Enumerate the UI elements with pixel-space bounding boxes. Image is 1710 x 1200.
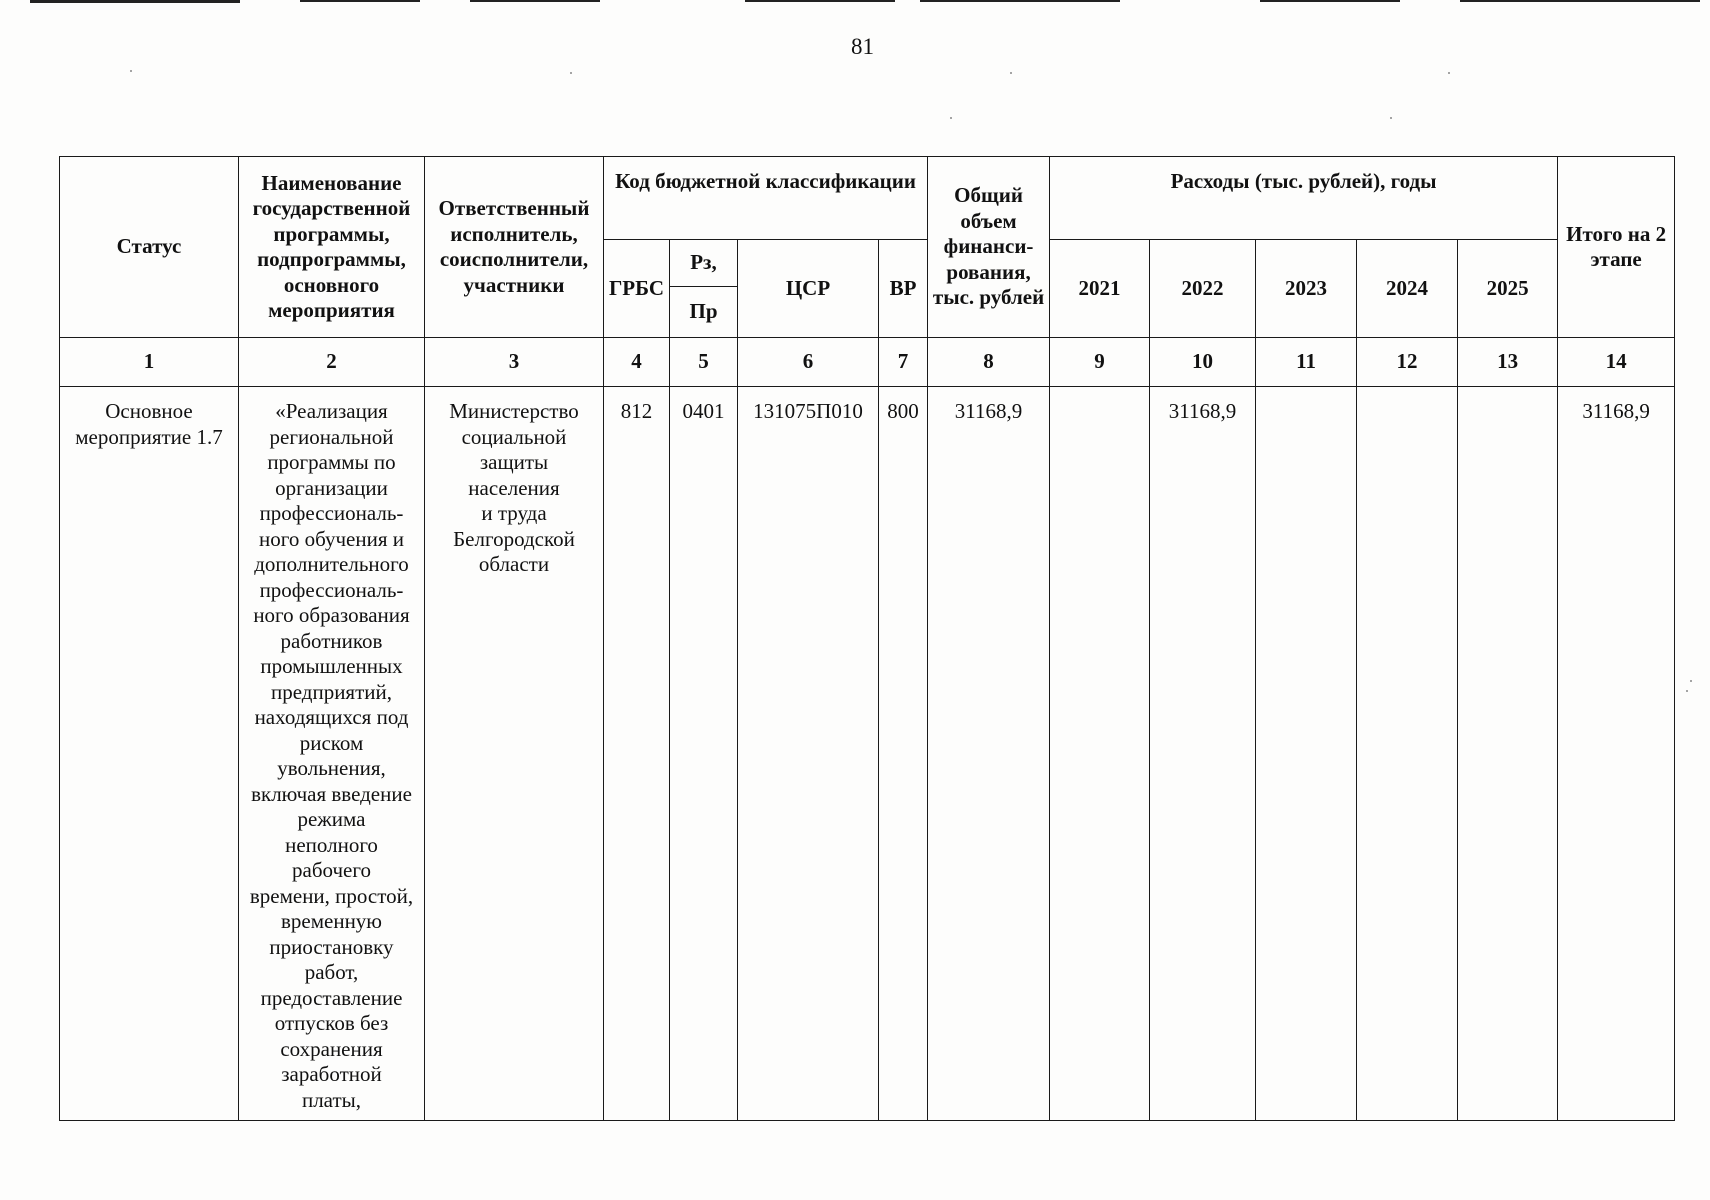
column-number: 12 xyxy=(1357,338,1458,387)
scan-speck xyxy=(1686,690,1688,692)
column-number: 4 xyxy=(604,338,670,387)
header-year-2023: 2023 xyxy=(1256,240,1357,338)
cell-stage-total: 31168,9 xyxy=(1558,387,1675,1121)
cell-grbs: 812 xyxy=(604,387,670,1121)
scan-speck xyxy=(1690,680,1692,682)
cell-year-2025 xyxy=(1458,387,1558,1121)
page-number: 81 xyxy=(851,34,874,59)
cell-program-name: «Реализация региональной программы по организации профессиональ- ного обучения и дополнительного профессиональ- ного образования работников промышленных предприятий, находящихся под риском увольнения, включая введение режима неполного рабочего времени, простой, временную приостановку работ, предоставление отпусков без сохранения заработной платы, xyxy=(239,387,425,1121)
header-status: Статус xyxy=(60,157,239,338)
cell-rz-pr: 0401 xyxy=(670,387,738,1121)
scan-speck xyxy=(1448,72,1450,74)
header-rz: Рз, xyxy=(670,240,738,287)
scan-edge-line xyxy=(1460,0,1700,2)
column-number: 8 xyxy=(928,338,1050,387)
header-year-2022: 2022 xyxy=(1150,240,1256,338)
scan-edge-line xyxy=(745,0,895,2)
scan-speck xyxy=(950,117,952,119)
scan-edge-line xyxy=(300,0,420,2)
column-number: 2 xyxy=(239,338,425,387)
scan-edge-line xyxy=(1260,0,1400,2)
scan-speck xyxy=(130,70,132,72)
column-number: 3 xyxy=(425,338,604,387)
header-grbs: ГРБС xyxy=(604,240,670,338)
cell-vr: 800 xyxy=(879,387,928,1121)
column-number: 7 xyxy=(879,338,928,387)
header-program-name: Наименование государственной программы, подпрограммы, основного мероприятия xyxy=(239,157,425,338)
header-year-2025: 2025 xyxy=(1458,240,1558,338)
scan-speck xyxy=(570,72,572,74)
header-stage-total: Итого на 2 этапе xyxy=(1558,157,1675,338)
cell-status: Основное мероприятие 1.7 xyxy=(60,387,239,1121)
header-pr: Пр xyxy=(670,287,738,338)
column-number: 11 xyxy=(1256,338,1357,387)
column-number: 1 xyxy=(60,338,239,387)
scan-speck xyxy=(1390,117,1392,119)
scan-edge-line xyxy=(470,0,600,2)
cell-year-2023 xyxy=(1256,387,1357,1121)
scan-edge-line xyxy=(30,0,240,3)
column-number: 13 xyxy=(1458,338,1558,387)
header-budget-code: Код бюджетной классификации xyxy=(604,157,928,240)
cell-csr: 131075П010 xyxy=(738,387,879,1121)
column-number: 6 xyxy=(738,338,879,387)
cell-total-volume: 31168,9 xyxy=(928,387,1050,1121)
header-vr: ВР xyxy=(879,240,928,338)
header-csr: ЦСР xyxy=(738,240,879,338)
scan-speck xyxy=(1010,72,1012,74)
column-number: 10 xyxy=(1150,338,1256,387)
cell-year-2021 xyxy=(1050,387,1150,1121)
header-executor: Ответственный исполнитель, соисполнители, участники xyxy=(425,157,604,338)
column-number: 5 xyxy=(670,338,738,387)
header-year-2021: 2021 xyxy=(1050,240,1150,338)
table-row xyxy=(60,387,1675,1121)
budget-table xyxy=(59,156,1675,1121)
cell-year-2024 xyxy=(1357,387,1458,1121)
cell-executor: Министерство социальной защиты населения и труда Белгородской области xyxy=(425,387,604,1121)
scan-edge-line xyxy=(920,0,1120,2)
header-year-2024: 2024 xyxy=(1357,240,1458,338)
header-expenses: Расходы (тыс. рублей), годы xyxy=(1050,157,1558,240)
cell-year-2022: 31168,9 xyxy=(1150,387,1256,1121)
column-number: 14 xyxy=(1558,338,1675,387)
column-number: 9 xyxy=(1050,338,1150,387)
header-total-volume: Общий объем финанси-рования, тыс. рублей xyxy=(928,157,1050,338)
